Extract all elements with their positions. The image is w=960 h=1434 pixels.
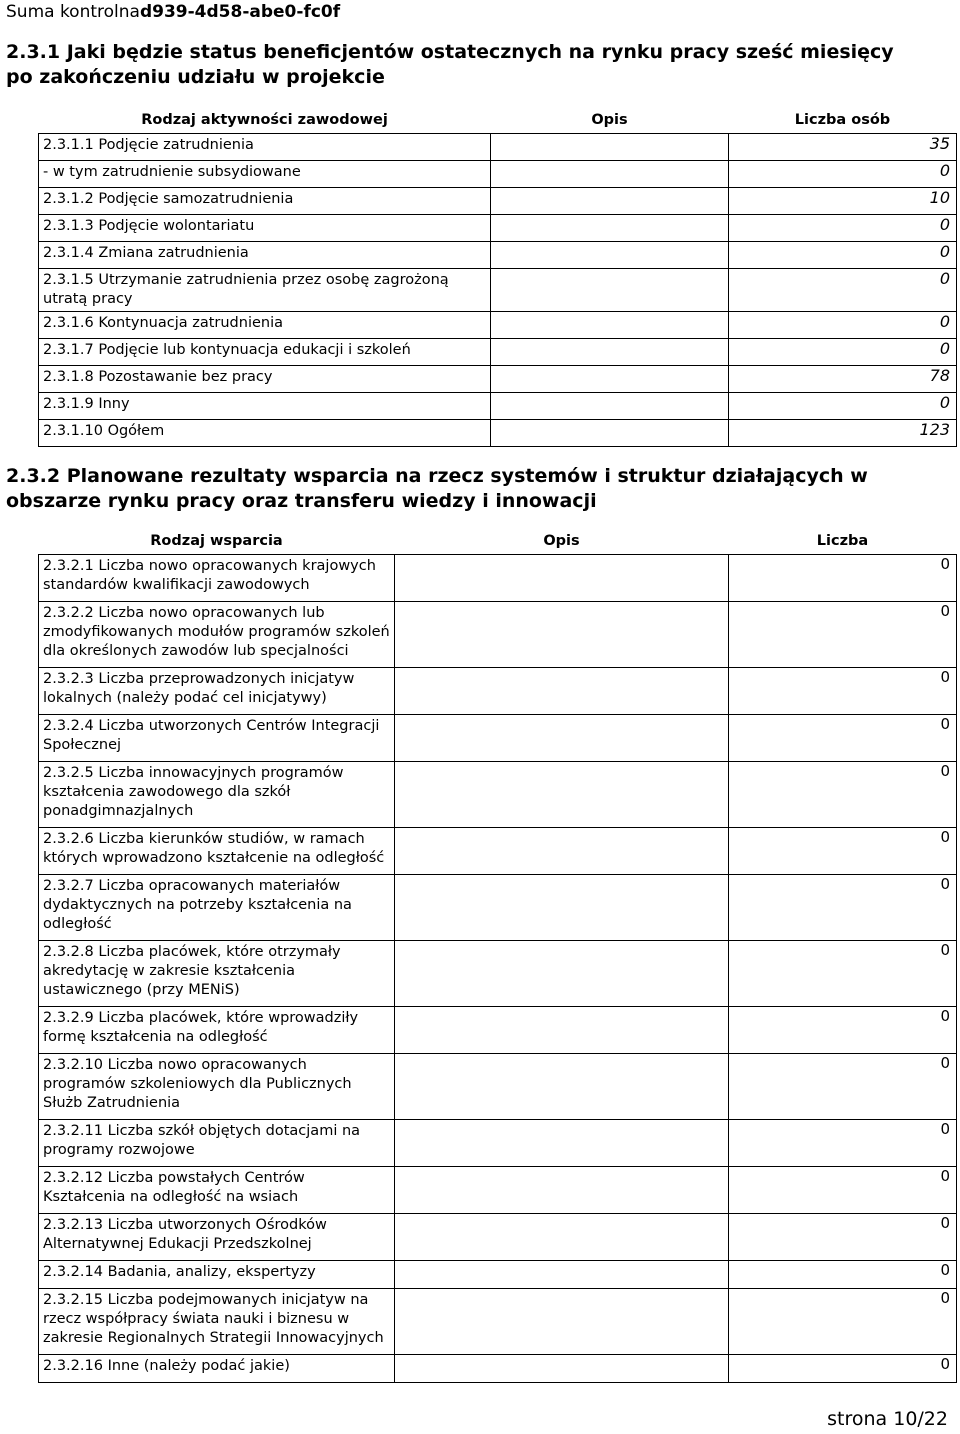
table-row: [39, 875, 957, 941]
row-description: [491, 420, 729, 447]
row-description: [395, 668, 729, 715]
row-description: [395, 875, 729, 941]
row-value: 0: [729, 555, 957, 602]
row-description: [395, 941, 729, 1007]
row-label: 2.3.2.3 Liczba przeprowadzonych inicjatyw lokalnych (należy podać cel inicjatywy): [39, 668, 395, 715]
row-value: 0: [729, 1261, 957, 1289]
status-table: [38, 107, 957, 447]
row-label: 2.3.1.5 Utrzymanie zatrudnienia przez osobę zagrożoną utratą pracy: [39, 269, 491, 312]
row-description: [491, 312, 729, 339]
table-row: [39, 366, 957, 393]
table-row: [39, 762, 957, 828]
row-label: 2.3.2.16 Inne (należy podać jakie): [39, 1355, 395, 1383]
table-row: [39, 828, 957, 875]
row-label: 2.3.2.14 Badania, analizy, ekspertyzy: [39, 1261, 395, 1289]
column-header-description: Opis: [543, 533, 580, 549]
section-title-2-3-1: 2.3.1 Jaki będzie status beneficjentów ostatecznych na rynku pracy sześć miesięcy po zakończeniu udziału w projekcie: [6, 41, 894, 88]
table-row: [39, 1289, 957, 1355]
table-header-row: [39, 528, 957, 555]
table-row: [39, 1007, 957, 1054]
column-header-number: Liczba: [816, 533, 869, 549]
row-value: 0: [729, 312, 957, 339]
row-value: 0: [729, 1167, 957, 1214]
row-value: 0: [729, 602, 957, 668]
row-label: 2.3.2.7 Liczba opracowanych materiałów dydaktycznych na potrzeby kształcenia na odległość: [39, 875, 395, 941]
row-value: 0: [729, 715, 957, 762]
row-description: [491, 188, 729, 215]
row-value: 35: [729, 134, 957, 161]
row-value: 0: [729, 242, 957, 269]
table-row: [39, 420, 957, 447]
row-label: 2.3.1.4 Zmiana zatrudnienia: [39, 242, 491, 269]
row-value: 0: [729, 941, 957, 1007]
row-description: [395, 1289, 729, 1355]
column-header-description: Opis: [591, 112, 628, 128]
row-label: 2.3.1.8 Pozostawanie bez pracy: [39, 366, 491, 393]
table-row: [39, 602, 957, 668]
row-description: [395, 715, 729, 762]
row-label: 2.3.2.6 Liczba kierunków studiów, w ramach których wprowadzono kształcenie na odległość: [39, 828, 395, 875]
row-description: [395, 1007, 729, 1054]
table-row: [39, 1214, 957, 1261]
row-value: 0: [729, 1214, 957, 1261]
row-label: 2.3.2.12 Liczba powstałych Centrów Kształcenia na odległość na wsiach: [39, 1167, 395, 1214]
row-label: 2.3.2.8 Liczba placówek, które otrzymały akredytację w zakresie kształcenia ustawicznego (przy MENiS): [39, 941, 395, 1007]
row-description: [491, 134, 729, 161]
row-label: 2.3.1.3 Podjęcie wolontariatu: [39, 215, 491, 242]
row-description: [395, 828, 729, 875]
table-row: [39, 668, 957, 715]
section-title-2-3-2: 2.3.2 Planowane rezultaty wsparcia na rzecz systemów i struktur działających w obszarze rynku pracy oraz transferu wiedzy i innowacji: [6, 465, 868, 512]
table-row: [39, 269, 957, 312]
table-row: [39, 1120, 957, 1167]
row-description: [491, 393, 729, 420]
row-value: 0: [729, 1355, 957, 1383]
support-results-table: [38, 528, 957, 1383]
checksum-value: d939-4d58-abe0-fc0f: [139, 2, 341, 22]
column-header-activity: Rodzaj aktywności zawodowej: [141, 112, 388, 128]
table-row: [39, 1355, 957, 1383]
row-description: [395, 1214, 729, 1261]
row-description: [491, 366, 729, 393]
row-value: 0: [729, 762, 957, 828]
row-description: [395, 1261, 729, 1289]
row-label: 2.3.2.1 Liczba nowo opracowanych krajowych standardów kwalifikacji zawodowych: [39, 555, 395, 602]
row-label: 2.3.1.7 Podjęcie lub kontynuacja edukacji i szkoleń: [39, 339, 491, 366]
row-label: 2.3.2.10 Liczba nowo opracowanych programów szkoleniowych dla Publicznych Służb Zatrudnienia: [39, 1054, 395, 1120]
row-value: 0: [729, 215, 957, 242]
row-description: [491, 339, 729, 366]
checksum-header: [6, 2, 340, 22]
table-row: [39, 161, 957, 188]
row-description: [491, 161, 729, 188]
row-label: 2.3.1.2 Podjęcie samozatrudnienia: [39, 188, 491, 215]
row-label: 2.3.2.13 Liczba utworzonych Ośrodków Alternatywnej Edukacji Przedszkolnej: [39, 1214, 395, 1261]
row-description: [491, 242, 729, 269]
row-value: 123: [729, 420, 957, 447]
checksum-label: Suma kontrolna: [6, 2, 140, 22]
table-row: [39, 215, 957, 242]
row-value: 0: [729, 1289, 957, 1355]
row-value: 0: [729, 393, 957, 420]
row-label: 2.3.1.1 Podjęcie zatrudnienia: [39, 134, 491, 161]
row-label: 2.3.2.15 Liczba podejmowanych inicjatyw na rzecz współpracy świata nauki i biznesu w zakresie Regionalnych Strategii Innowacyjnych: [39, 1289, 395, 1355]
row-description: [395, 1120, 729, 1167]
row-value: 78: [729, 366, 957, 393]
column-header-support-type: Rodzaj wsparcia: [150, 533, 283, 549]
column-header-count: Liczba osób: [794, 112, 891, 128]
table-row: [39, 393, 957, 420]
row-label: 2.3.2.5 Liczba innowacyjnych programów kształcenia zawodowego dla szkół ponadgimnazjalnych: [39, 762, 395, 828]
row-value: 0: [729, 1054, 957, 1120]
page-number: strona 10/22: [827, 1408, 948, 1430]
table-row: [39, 715, 957, 762]
row-label: 2.3.2.11 Liczba szkół objętych dotacjami na programy rozwojowe: [39, 1120, 395, 1167]
row-description: [491, 215, 729, 242]
row-value: 0: [729, 161, 957, 188]
row-description: [395, 555, 729, 602]
row-value: 0: [729, 269, 957, 312]
row-label: 2.3.2.2 Liczba nowo opracowanych lub zmodyfikowanych modułów programów szkoleń dla określonych zawodów lub specjalności: [39, 602, 395, 668]
table-header-row: [39, 107, 957, 134]
table-row: [39, 941, 957, 1007]
row-label: 2.3.2.4 Liczba utworzonych Centrów Integracji Społecznej: [39, 715, 395, 762]
table-row: [39, 1167, 957, 1214]
table-row: [39, 339, 957, 366]
row-label: - w tym zatrudnienie subsydiowane: [39, 161, 491, 188]
table-row: [39, 312, 957, 339]
table-row: [39, 134, 957, 161]
row-value: 0: [729, 339, 957, 366]
row-description: [395, 1355, 729, 1383]
row-description: [395, 1054, 729, 1120]
table-row: [39, 555, 957, 602]
row-description: [491, 269, 729, 312]
table-row: [39, 1261, 957, 1289]
row-label: 2.3.2.9 Liczba placówek, które wprowadziły formę kształcenia na odległość: [39, 1007, 395, 1054]
row-value: 0: [729, 668, 957, 715]
row-value: 0: [729, 828, 957, 875]
row-value: 0: [729, 1120, 957, 1167]
table-row: [39, 188, 957, 215]
row-label: 2.3.1.6 Kontynuacja zatrudnienia: [39, 312, 491, 339]
row-value: 0: [729, 1007, 957, 1054]
row-label: 2.3.1.10 Ogółem: [39, 420, 491, 447]
row-description: [395, 1167, 729, 1214]
row-value: 0: [729, 875, 957, 941]
row-value: 10: [729, 188, 957, 215]
table-row: [39, 242, 957, 269]
row-description: [395, 602, 729, 668]
row-label: 2.3.1.9 Inny: [39, 393, 491, 420]
row-description: [395, 762, 729, 828]
table-row: [39, 1054, 957, 1120]
